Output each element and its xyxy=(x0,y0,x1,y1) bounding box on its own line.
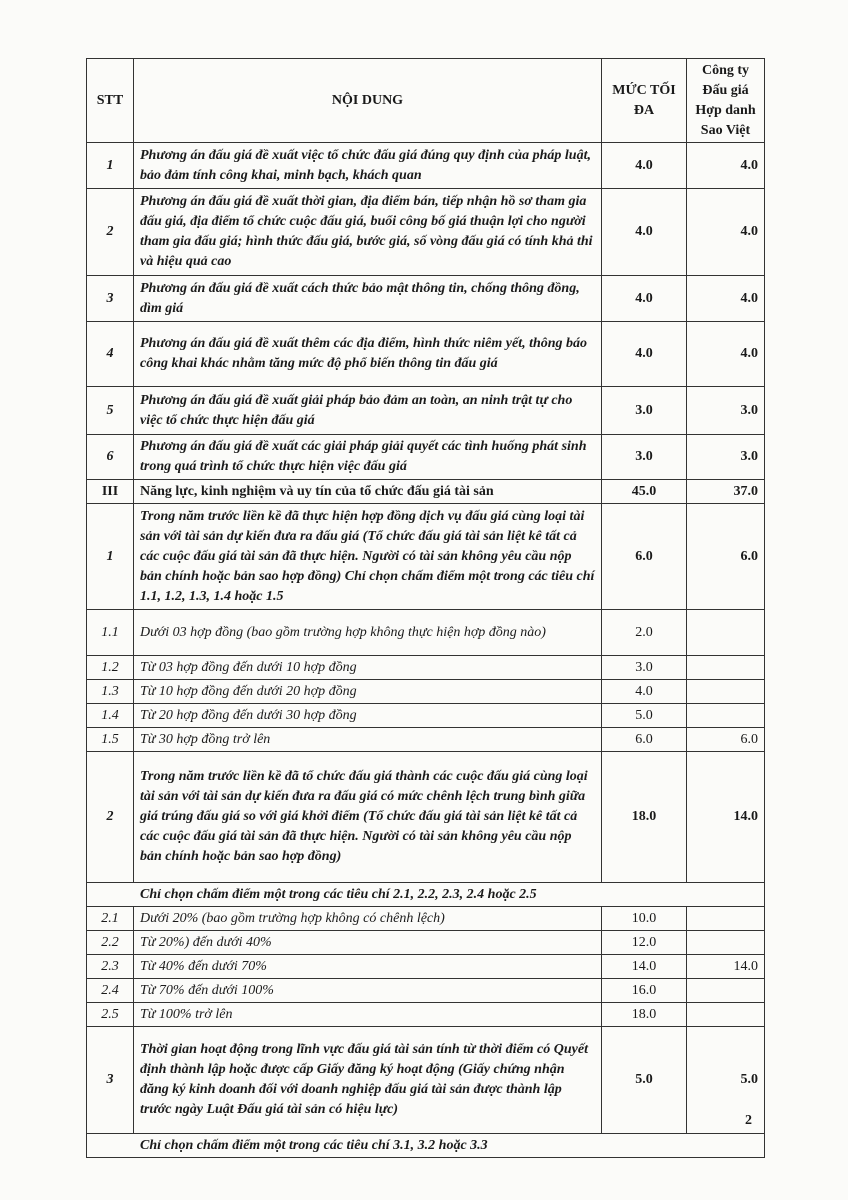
row-score: 4.0 xyxy=(687,322,765,387)
row-stt: 1.2 xyxy=(87,656,134,680)
table-row xyxy=(87,276,765,322)
section-row xyxy=(87,480,765,504)
table-row xyxy=(87,979,765,1003)
header-max: MỨC TỐI ĐA xyxy=(602,59,687,143)
row-max: 3.0 xyxy=(602,656,687,680)
table-row xyxy=(87,752,765,883)
row-max: 4.0 xyxy=(602,143,687,189)
table-row xyxy=(87,704,765,728)
table-row xyxy=(87,1003,765,1027)
row-stt: 2.5 xyxy=(87,1003,134,1027)
row-content: Phương án đấu giá đề xuất giải pháp bảo đảm an toàn, an ninh trật tự cho việc tổ chức thực hiện đấu giá xyxy=(134,387,602,435)
row-stt: 2.1 xyxy=(87,907,134,931)
row-score: 6.0 xyxy=(687,728,765,752)
row-stt: 2.3 xyxy=(87,955,134,979)
row-content: Từ 20%) đến dưới 40% xyxy=(134,931,602,955)
table-row xyxy=(87,189,765,276)
row-stt: 1 xyxy=(87,504,134,610)
row-content: Phương án đấu giá đề xuất cách thức bảo mật thông tin, chống thông đồng, dìm giá xyxy=(134,276,602,322)
row-content: Từ 70% đến dưới 100% xyxy=(134,979,602,1003)
row-stt: 5 xyxy=(87,387,134,435)
row-max: 5.0 xyxy=(602,1027,687,1134)
table-row xyxy=(87,435,765,480)
table-row xyxy=(87,680,765,704)
criteria-note: Chỉ chọn chấm điểm một trong các tiêu chí 2.1, 2.2, 2.3, 2.4 hoặc 2.5 xyxy=(87,883,765,907)
row-content: Từ 30 hợp đồng trở lên xyxy=(134,728,602,752)
criteria-note: Chỉ chọn chấm điểm một trong các tiêu chí 3.1, 3.2 hoặc 3.3 xyxy=(87,1134,765,1158)
row-score: 3.0 xyxy=(687,387,765,435)
row-stt: 3 xyxy=(87,1027,134,1134)
row-score: 4.0 xyxy=(687,143,765,189)
row-stt: 4 xyxy=(87,322,134,387)
row-stt: 2 xyxy=(87,189,134,276)
table-row xyxy=(87,610,765,656)
table-row xyxy=(87,1027,765,1134)
row-max: 4.0 xyxy=(602,322,687,387)
row-score xyxy=(687,1003,765,1027)
row-content: Từ 10 hợp đồng đến dưới 20 hợp đồng xyxy=(134,680,602,704)
table-row xyxy=(87,955,765,979)
row-content: Từ 40% đến dưới 70% xyxy=(134,955,602,979)
table-row xyxy=(87,504,765,610)
row-stt: 1.1 xyxy=(87,610,134,656)
table-row xyxy=(87,143,765,189)
row-max: 10.0 xyxy=(602,907,687,931)
row-content: Phương án đấu giá đề xuất việc tổ chức đấu giá đúng quy định của pháp luật, bảo đảm tính công khai, minh bạch, khách quan xyxy=(134,143,602,189)
row-max: 4.0 xyxy=(602,680,687,704)
row-score: 14.0 xyxy=(687,752,765,883)
row-max: 14.0 xyxy=(602,955,687,979)
row-max: 16.0 xyxy=(602,979,687,1003)
row-content: Phương án đấu giá đề xuất các giải pháp giải quyết các tình huống phát sinh trong quá trình tổ chức thực hiện việc đấu giá xyxy=(134,435,602,480)
note-row xyxy=(87,883,765,907)
row-score xyxy=(687,704,765,728)
row-max: 12.0 xyxy=(602,931,687,955)
table-row xyxy=(87,387,765,435)
header-stt: STT xyxy=(87,59,134,143)
row-stt: 2.4 xyxy=(87,979,134,1003)
table-row xyxy=(87,931,765,955)
row-max: 3.0 xyxy=(602,387,687,435)
table-header-row xyxy=(87,59,765,143)
row-score xyxy=(687,656,765,680)
row-content: Từ 20 hợp đồng đến dưới 30 hợp đồng xyxy=(134,704,602,728)
section-stt: III xyxy=(87,480,134,504)
table-row xyxy=(87,728,765,752)
table-row xyxy=(87,907,765,931)
row-stt: 1.5 xyxy=(87,728,134,752)
table-row xyxy=(87,656,765,680)
row-score: 3.0 xyxy=(687,435,765,480)
row-content: Dưới 20% (bao gồm trường hợp không có chênh lệch) xyxy=(134,907,602,931)
section-score: 37.0 xyxy=(687,480,765,504)
row-score xyxy=(687,931,765,955)
row-content: Từ 03 hợp đồng đến dưới 10 hợp đồng xyxy=(134,656,602,680)
row-score xyxy=(687,610,765,656)
row-max: 4.0 xyxy=(602,189,687,276)
header-company: Công ty Đấu giá Hợp danh Sao Việt xyxy=(687,59,765,143)
row-score xyxy=(687,680,765,704)
row-max: 18.0 xyxy=(602,1003,687,1027)
row-max: 2.0 xyxy=(602,610,687,656)
row-max: 3.0 xyxy=(602,435,687,480)
row-score xyxy=(687,979,765,1003)
scoring-table xyxy=(86,58,765,1158)
row-content: Phương án đấu giá đề xuất thời gian, địa điểm bán, tiếp nhận hồ sơ tham gia đấu giá, địa điểm tổ chức cuộc đấu giá, buổi công bố giá thuận lợi cho người tham gia đấu giá; hình thức đấu giá, bước giá, số vòng đấu giá có tính khả thi và hiệu quả cao xyxy=(134,189,602,276)
row-content: Trong năm trước liền kề đã thực hiện hợp đồng dịch vụ đấu giá cùng loại tài sản với tài sản dự kiến đưa ra đấu giá (Tổ chức đấu giá tài sản liệt kê tất cả các cuộc đấu giá tài sản đã thực hiện. Người có tài sản không yêu cầu nộp bản chính hoặc bản sao hợp đồng) Chỉ chọn chấm điểm một trong các tiêu chí 1.1, 1.2, 1.3, 1.4 hoặc 1.5 xyxy=(134,504,602,610)
row-stt: 1.3 xyxy=(87,680,134,704)
row-content: Phương án đấu giá đề xuất thêm các địa điểm, hình thức niêm yết, thông báo công khai khác nhằm tăng mức độ phổ biến thông tin đấu giá xyxy=(134,322,602,387)
row-content: Dưới 03 hợp đồng (bao gồm trường hợp không thực hiện hợp đồng nào) xyxy=(134,610,602,656)
row-max: 6.0 xyxy=(602,728,687,752)
row-score: 4.0 xyxy=(687,276,765,322)
note-row xyxy=(87,1134,765,1158)
row-max: 18.0 xyxy=(602,752,687,883)
row-content: Trong năm trước liền kề đã tổ chức đấu giá thành các cuộc đấu giá cùng loại tài sản với tài sản dự kiến đưa ra đấu giá có mức chênh lệch trung bình giữa giá trúng đấu giá so với giá khởi điểm (Tổ chức đấu giá tài sản liệt kê tất cả các cuộc đấu giá tài sản đã thực hiện. Người có tài sản không yêu cầu nộp bản chính hoặc bản sao hợp đồng) xyxy=(134,752,602,883)
row-score: 5.0 xyxy=(687,1027,765,1134)
header-content: NỘI DUNG xyxy=(134,59,602,143)
row-stt: 1 xyxy=(87,143,134,189)
table-row xyxy=(87,322,765,387)
row-score: 6.0 xyxy=(687,504,765,610)
row-stt: 6 xyxy=(87,435,134,480)
row-max: 5.0 xyxy=(602,704,687,728)
section-content: Năng lực, kinh nghiệm và uy tín của tổ chức đấu giá tài sản xyxy=(134,480,602,504)
row-stt: 3 xyxy=(87,276,134,322)
page-number: 2 xyxy=(745,1113,752,1128)
row-stt: 1.4 xyxy=(87,704,134,728)
row-max: 4.0 xyxy=(602,276,687,322)
row-stt: 2.2 xyxy=(87,931,134,955)
row-content: Thời gian hoạt động trong lĩnh vực đấu giá tài sản tính từ thời điểm có Quyết định thành lập hoặc được cấp Giấy đăng ký hoạt động (Giấy chứng nhận đăng ký kinh doanh đối với doanh nghiệp đấu giá tài sản được thành lập trước ngày Luật Đấu giá tài sản có hiệu lực) xyxy=(134,1027,602,1134)
row-content: Từ 100% trở lên xyxy=(134,1003,602,1027)
row-max: 6.0 xyxy=(602,504,687,610)
row-score: 4.0 xyxy=(687,189,765,276)
row-score xyxy=(687,907,765,931)
section-max: 45.0 xyxy=(602,480,687,504)
row-stt: 2 xyxy=(87,752,134,883)
row-score: 14.0 xyxy=(687,955,765,979)
